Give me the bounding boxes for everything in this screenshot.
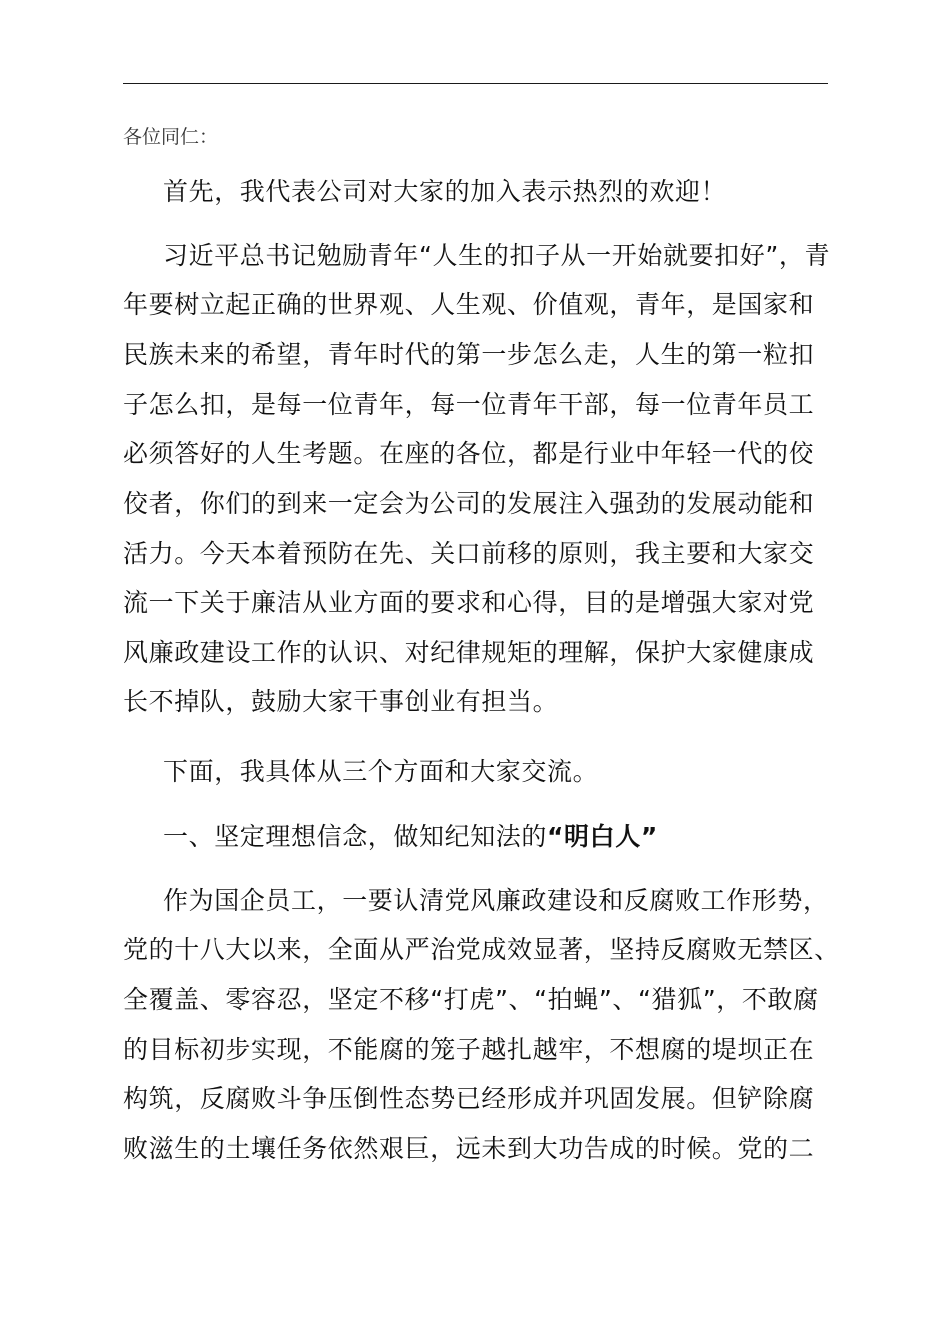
paragraph-line: 活力。今天本着预防在先、关口前移的原则，我主要和大家交 [123,539,815,568]
header-rule [123,83,828,84]
paragraph-intro: 下面，我具体从三个方面和大家交流。 [163,757,599,786]
paragraph-line: 的目标初步实现，不能腐的笼子越扎越牢，不想腐的堤坝正在 [123,1035,815,1064]
paragraph-line: 年要树立起正确的世界观、人生观、价值观，青年，是国家和 [123,290,815,319]
paragraph-line: 习近平总书记勉励青年“人生的扣子从一开始就要扣好”，青 [163,241,831,270]
paragraph-line: 流一下关于廉洁从业方面的要求和心得，目的是增强大家对党 [123,588,815,617]
paragraph-line: 风廉政建设工作的认识、对纪律规矩的理解，保护大家健康成 [123,638,815,667]
paragraph-line: 民族未来的希望，青年时代的第一步怎么走，人生的第一粒扣 [123,340,815,369]
paragraph-welcome: 首先，我代表公司对大家的加入表示热烈的欢迎！ [163,177,727,206]
paragraph-line: 长不掉队，鼓励大家干事创业有担当。 [123,687,559,716]
paragraph-line: 子怎么扣，是每一位青年，每一位青年干部，每一位青年员工 [123,390,815,419]
section-heading-text: 一、坚定理想信念，做知纪知法的 [163,822,548,851]
paragraph-line: 全覆盖、零容忍，坚定不移“打虎”、“拍蝇”、“猎狐”，不敢腐 [123,985,819,1014]
salutation: 各位同仁： [123,126,219,148]
paragraph-line: 败滋生的土壤任务依然艰巨，远未到大功告成的时候。党的二 [123,1134,815,1163]
paragraph-line: 构筑，反腐败斗争压倒性态势已经形成并巩固发展。但铲除腐 [123,1084,815,1113]
paragraph-line: 佼者，你们的到来一定会为公司的发展注入强劲的发展动能和 [123,489,815,518]
section-heading-quote: “明白人” [547,822,658,851]
section-heading-1 [163,821,658,853]
paragraph-line: 党的十八大以来，全面从严治党成效显著，坚持反腐败无禁区、 [123,935,840,964]
paragraph-line: 作为国企员工，一要认清党风廉政建设和反腐败工作形势， [163,886,829,915]
paragraph-line: 必须答好的人生考题。在座的各位，都是行业中年轻一代的佼 [123,439,815,468]
